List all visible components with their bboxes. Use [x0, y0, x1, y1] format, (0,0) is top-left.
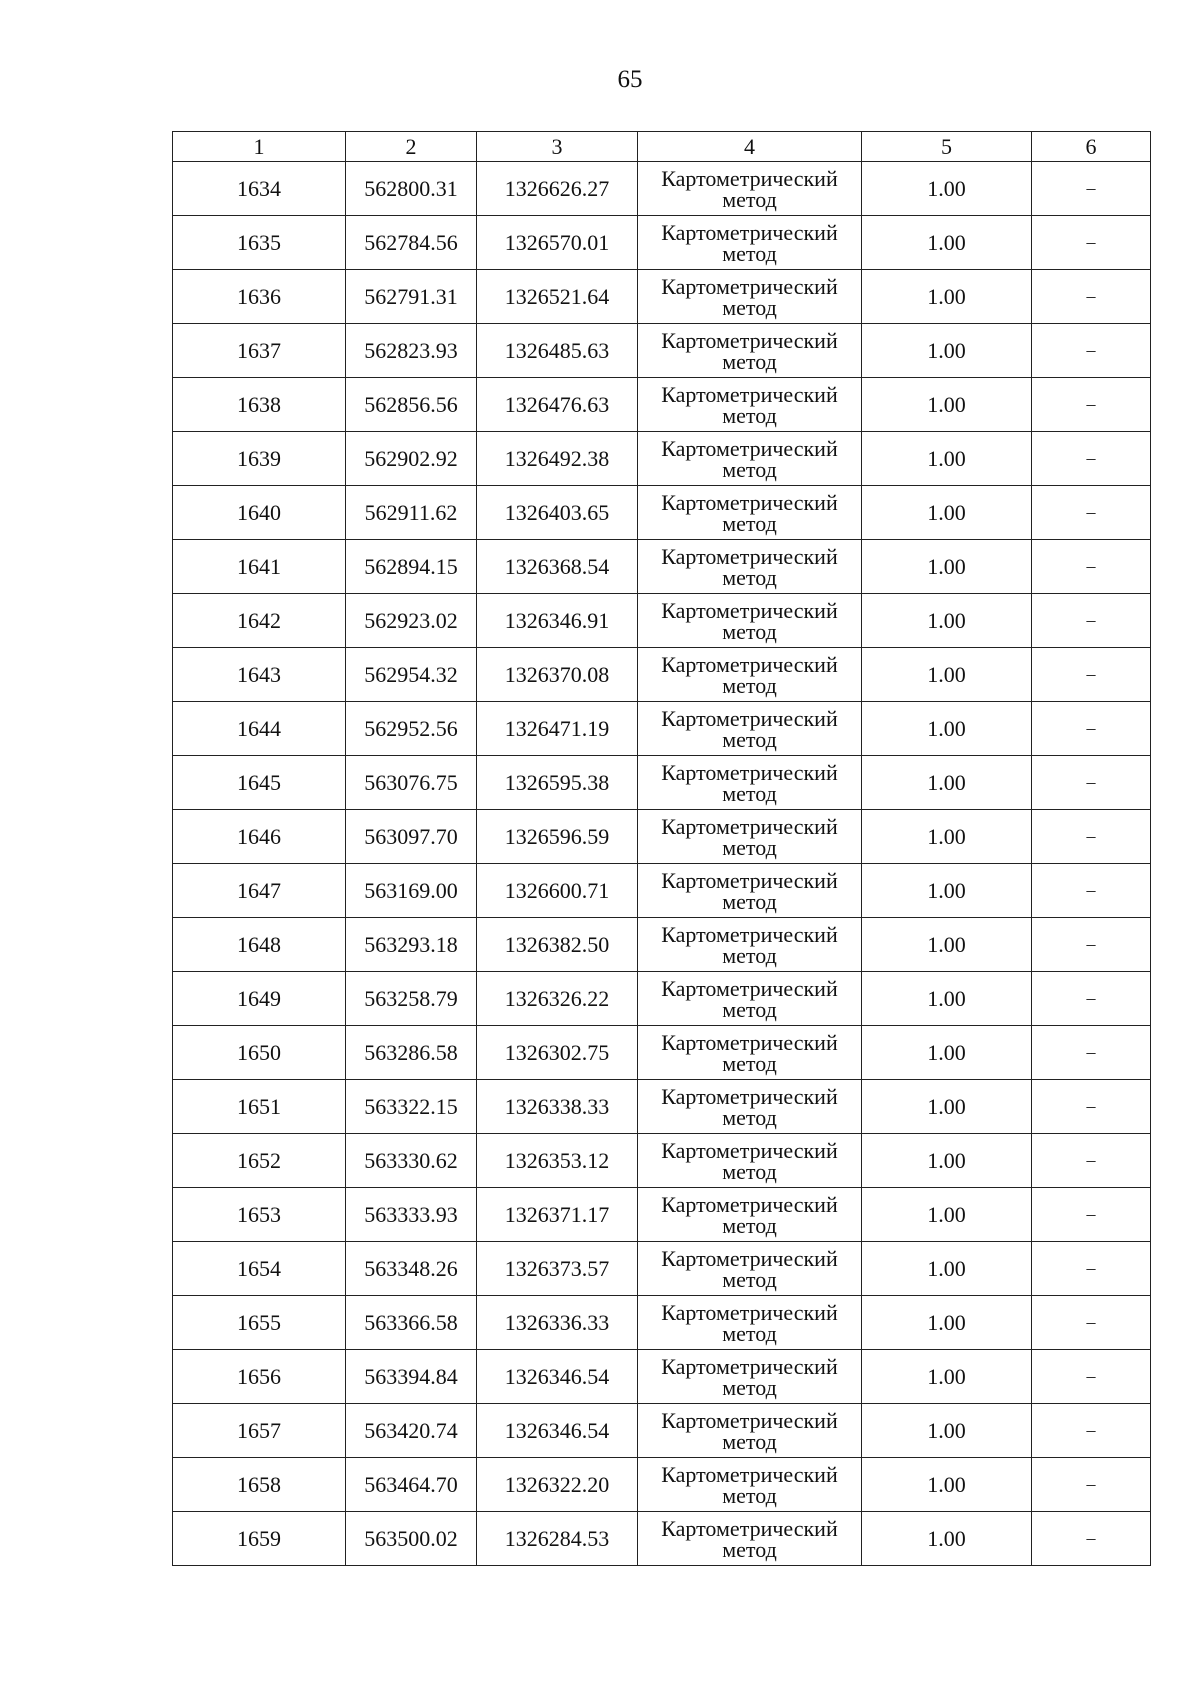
coordinate-y-cell: 1326382.50 [477, 918, 638, 972]
method-cell [638, 1080, 862, 1134]
method-cell [638, 594, 862, 648]
method-text-line2: метод [722, 672, 777, 698]
note-cell: – [1032, 216, 1151, 270]
table-row [173, 648, 1151, 702]
coordinate-x-cell: 562823.93 [346, 324, 477, 378]
coordinate-y-cell: 1326521.64 [477, 270, 638, 324]
precision-cell: 1.00 [862, 432, 1032, 486]
note-cell: – [1032, 1134, 1151, 1188]
method-cell [638, 1242, 862, 1296]
method-cell [638, 1134, 862, 1188]
coordinate-x-cell: 563464.70 [346, 1458, 477, 1512]
point-number-cell: 1639 [173, 432, 346, 486]
method-text-line2: метод [722, 510, 777, 536]
method-text-line1: Картометрический [661, 705, 838, 731]
coordinate-x-cell: 562952.56 [346, 702, 477, 756]
table-row [173, 810, 1151, 864]
coordinate-y-cell: 1326326.22 [477, 972, 638, 1026]
coordinate-x-cell: 562923.02 [346, 594, 477, 648]
method-cell [638, 648, 862, 702]
method-cell [638, 432, 862, 486]
coordinate-x-cell: 563286.58 [346, 1026, 477, 1080]
method-text-line1: Картометрический [661, 921, 838, 947]
coordinate-y-cell: 1326338.33 [477, 1080, 638, 1134]
coordinate-x-cell: 563322.15 [346, 1080, 477, 1134]
method-text-line2: метод [722, 1266, 777, 1292]
method-text-line1: Картометрический [661, 867, 838, 893]
table-row [173, 540, 1151, 594]
note-cell: – [1032, 864, 1151, 918]
table-row [173, 594, 1151, 648]
precision-cell: 1.00 [862, 1026, 1032, 1080]
method-text-line1: Картометрический [661, 327, 838, 353]
note-cell: – [1032, 270, 1151, 324]
method-cell [638, 486, 862, 540]
table-row [173, 918, 1151, 972]
point-number-cell: 1652 [173, 1134, 346, 1188]
method-text-line2: метод [722, 834, 777, 860]
method-text-line1: Картометрический [661, 1029, 838, 1055]
point-number-cell: 1634 [173, 162, 346, 216]
point-number-cell: 1640 [173, 486, 346, 540]
method-cell [638, 270, 862, 324]
method-cell [638, 1026, 862, 1080]
note-cell: – [1032, 594, 1151, 648]
method-text-line1: Картометрический [661, 1191, 838, 1217]
method-cell [638, 162, 862, 216]
method-cell [638, 756, 862, 810]
point-number-cell: 1648 [173, 918, 346, 972]
coordinate-y-cell: 1326302.75 [477, 1026, 638, 1080]
table-body [173, 162, 1151, 1566]
coordinate-x-cell: 563097.70 [346, 810, 477, 864]
method-text-line2: метод [722, 186, 777, 212]
method-cell [638, 1404, 862, 1458]
coordinate-x-cell: 563348.26 [346, 1242, 477, 1296]
method-text-line2: метод [722, 942, 777, 968]
method-cell [638, 864, 862, 918]
note-cell: – [1032, 972, 1151, 1026]
note-cell: – [1032, 918, 1151, 972]
point-number-cell: 1658 [173, 1458, 346, 1512]
method-cell [638, 1188, 862, 1242]
coordinate-x-cell: 563333.93 [346, 1188, 477, 1242]
table-row [173, 702, 1151, 756]
precision-cell: 1.00 [862, 594, 1032, 648]
header-row [173, 132, 1151, 162]
method-text-line1: Картометрический [661, 543, 838, 569]
point-number-cell: 1650 [173, 1026, 346, 1080]
method-cell [638, 1512, 862, 1566]
coordinate-y-cell: 1326370.08 [477, 648, 638, 702]
precision-cell: 1.00 [862, 162, 1032, 216]
table-row [173, 432, 1151, 486]
point-number-cell: 1637 [173, 324, 346, 378]
note-cell: – [1032, 648, 1151, 702]
method-text-line2: метод [722, 888, 777, 914]
precision-cell: 1.00 [862, 1134, 1032, 1188]
method-text-line2: метод [722, 564, 777, 590]
table-row [173, 1188, 1151, 1242]
note-cell: – [1032, 1296, 1151, 1350]
method-text-line2: метод [722, 240, 777, 266]
coordinate-x-cell: 563258.79 [346, 972, 477, 1026]
point-number-cell: 1654 [173, 1242, 346, 1296]
table-row [173, 1134, 1151, 1188]
method-text-line1: Картометрический [661, 759, 838, 785]
coordinate-x-cell: 563076.75 [346, 756, 477, 810]
table-row [173, 216, 1151, 270]
method-text-line1: Картометрический [661, 381, 838, 407]
method-cell [638, 918, 862, 972]
coordinate-y-cell: 1326368.54 [477, 540, 638, 594]
coordinate-y-cell: 1326600.71 [477, 864, 638, 918]
note-cell: – [1032, 324, 1151, 378]
table-row [173, 972, 1151, 1026]
coordinate-x-cell: 562856.56 [346, 378, 477, 432]
point-number-cell: 1646 [173, 810, 346, 864]
note-cell: – [1032, 432, 1151, 486]
table-row [173, 486, 1151, 540]
note-cell: – [1032, 486, 1151, 540]
method-text-line2: метод [722, 294, 777, 320]
coordinate-y-cell: 1326373.57 [477, 1242, 638, 1296]
method-cell [638, 702, 862, 756]
precision-cell: 1.00 [862, 648, 1032, 702]
method-text-line1: Картометрический [661, 1299, 838, 1325]
coordinate-y-cell: 1326353.12 [477, 1134, 638, 1188]
method-text-line2: метод [722, 996, 777, 1022]
point-number-cell: 1636 [173, 270, 346, 324]
method-text-line1: Картометрический [661, 489, 838, 515]
precision-cell: 1.00 [862, 1296, 1032, 1350]
method-text-line1: Картометрический [661, 1245, 838, 1271]
coordinate-y-cell: 1326336.33 [477, 1296, 638, 1350]
method-text-line2: метод [722, 402, 777, 428]
coordinate-y-cell: 1326570.01 [477, 216, 638, 270]
method-text-line2: метод [722, 1536, 777, 1562]
coordinate-x-cell: 563366.58 [346, 1296, 477, 1350]
coordinate-y-cell: 1326471.19 [477, 702, 638, 756]
method-text-line2: метод [722, 1104, 777, 1130]
column-header-3: 3 [477, 132, 638, 162]
table-row [173, 1242, 1151, 1296]
precision-cell: 1.00 [862, 1512, 1032, 1566]
method-text-line2: метод [722, 1212, 777, 1238]
note-cell: – [1032, 162, 1151, 216]
precision-cell: 1.00 [862, 918, 1032, 972]
precision-cell: 1.00 [862, 864, 1032, 918]
column-header-6: 6 [1032, 132, 1151, 162]
method-text-line1: Картометрический [661, 1461, 838, 1487]
method-text-line1: Картометрический [661, 165, 838, 191]
page-number: 65 [617, 66, 643, 93]
column-header-5: 5 [862, 132, 1032, 162]
coordinate-x-cell: 562894.15 [346, 540, 477, 594]
coordinates-table [172, 131, 1151, 1566]
method-text-line2: метод [722, 618, 777, 644]
coordinate-y-cell: 1326346.54 [477, 1404, 638, 1458]
note-cell: – [1032, 1404, 1151, 1458]
precision-cell: 1.00 [862, 270, 1032, 324]
precision-cell: 1.00 [862, 702, 1032, 756]
precision-cell: 1.00 [862, 1188, 1032, 1242]
coordinate-x-cell: 562954.32 [346, 648, 477, 702]
coordinate-x-cell: 562800.31 [346, 162, 477, 216]
precision-cell: 1.00 [862, 1458, 1032, 1512]
method-text-line1: Картометрический [661, 1407, 838, 1433]
point-number-cell: 1656 [173, 1350, 346, 1404]
method-text-line1: Картометрический [661, 435, 838, 461]
method-cell [638, 324, 862, 378]
table-row [173, 1296, 1151, 1350]
table-row [173, 1458, 1151, 1512]
table-row [173, 1080, 1151, 1134]
method-text-line1: Картометрический [661, 1137, 838, 1163]
coordinate-y-cell: 1326371.17 [477, 1188, 638, 1242]
precision-cell: 1.00 [862, 810, 1032, 864]
point-number-cell: 1657 [173, 1404, 346, 1458]
method-cell [638, 1296, 862, 1350]
precision-cell: 1.00 [862, 216, 1032, 270]
point-number-cell: 1659 [173, 1512, 346, 1566]
note-cell: – [1032, 1458, 1151, 1512]
table-row [173, 864, 1151, 918]
table-row [173, 378, 1151, 432]
note-cell: – [1032, 702, 1151, 756]
point-number-cell: 1647 [173, 864, 346, 918]
precision-cell: 1.00 [862, 756, 1032, 810]
table-row [173, 162, 1151, 216]
method-text-line1: Картометрический [661, 1083, 838, 1109]
coordinate-x-cell: 563394.84 [346, 1350, 477, 1404]
coordinate-y-cell: 1326476.63 [477, 378, 638, 432]
point-number-cell: 1635 [173, 216, 346, 270]
point-number-cell: 1655 [173, 1296, 346, 1350]
method-text-line1: Картометрический [661, 1353, 838, 1379]
note-cell: – [1032, 540, 1151, 594]
method-text-line1: Картометрический [661, 1515, 838, 1541]
note-cell: – [1032, 1026, 1151, 1080]
method-text-line2: метод [722, 1428, 777, 1454]
method-text-line2: метод [722, 1158, 777, 1184]
coordinate-x-cell: 563500.02 [346, 1512, 477, 1566]
point-number-cell: 1641 [173, 540, 346, 594]
method-text-line1: Картометрический [661, 975, 838, 1001]
precision-cell: 1.00 [862, 1080, 1032, 1134]
method-text-line2: метод [722, 1374, 777, 1400]
method-text-line2: метод [722, 1320, 777, 1346]
coordinate-x-cell: 563330.62 [346, 1134, 477, 1188]
coordinate-y-cell: 1326626.27 [477, 162, 638, 216]
coordinate-x-cell: 563293.18 [346, 918, 477, 972]
method-cell [638, 540, 862, 594]
precision-cell: 1.00 [862, 1404, 1032, 1458]
coordinate-x-cell: 562911.62 [346, 486, 477, 540]
method-text-line1: Картометрический [661, 651, 838, 677]
point-number-cell: 1651 [173, 1080, 346, 1134]
note-cell: – [1032, 1350, 1151, 1404]
coordinate-x-cell: 563169.00 [346, 864, 477, 918]
method-cell [638, 1458, 862, 1512]
point-number-cell: 1649 [173, 972, 346, 1026]
point-number-cell: 1653 [173, 1188, 346, 1242]
coordinate-y-cell: 1326492.38 [477, 432, 638, 486]
table-row [173, 1404, 1151, 1458]
method-cell [638, 810, 862, 864]
note-cell: – [1032, 1512, 1151, 1566]
coordinate-x-cell: 562784.56 [346, 216, 477, 270]
precision-cell: 1.00 [862, 1350, 1032, 1404]
precision-cell: 1.00 [862, 486, 1032, 540]
coordinate-y-cell: 1326322.20 [477, 1458, 638, 1512]
point-number-cell: 1644 [173, 702, 346, 756]
precision-cell: 1.00 [862, 1242, 1032, 1296]
coordinate-x-cell: 562902.92 [346, 432, 477, 486]
precision-cell: 1.00 [862, 324, 1032, 378]
note-cell: – [1032, 1080, 1151, 1134]
method-cell [638, 1350, 862, 1404]
table-row [173, 1026, 1151, 1080]
note-cell: – [1032, 1188, 1151, 1242]
method-cell [638, 972, 862, 1026]
precision-cell: 1.00 [862, 972, 1032, 1026]
note-cell: – [1032, 1242, 1151, 1296]
precision-cell: 1.00 [862, 378, 1032, 432]
method-text-line2: метод [722, 348, 777, 374]
note-cell: – [1032, 378, 1151, 432]
column-header-4: 4 [638, 132, 862, 162]
coordinate-y-cell: 1326346.91 [477, 594, 638, 648]
precision-cell: 1.00 [862, 540, 1032, 594]
method-text-line2: метод [722, 1050, 777, 1076]
coordinate-y-cell: 1326485.63 [477, 324, 638, 378]
column-header-2: 2 [346, 132, 477, 162]
note-cell: – [1032, 810, 1151, 864]
column-header-1: 1 [173, 132, 346, 162]
method-text-line1: Картометрический [661, 813, 838, 839]
coordinate-y-cell: 1326595.38 [477, 756, 638, 810]
method-text-line2: метод [722, 726, 777, 752]
coordinate-x-cell: 562791.31 [346, 270, 477, 324]
coordinate-y-cell: 1326403.65 [477, 486, 638, 540]
point-number-cell: 1645 [173, 756, 346, 810]
method-text-line1: Картометрический [661, 597, 838, 623]
point-number-cell: 1643 [173, 648, 346, 702]
method-text-line2: метод [722, 456, 777, 482]
method-cell [638, 378, 862, 432]
coordinate-x-cell: 563420.74 [346, 1404, 477, 1458]
method-text-line1: Картометрический [661, 273, 838, 299]
method-cell [638, 216, 862, 270]
method-text-line2: метод [722, 780, 777, 806]
point-number-cell: 1638 [173, 378, 346, 432]
point-number-cell: 1642 [173, 594, 346, 648]
coordinate-y-cell: 1326346.54 [477, 1350, 638, 1404]
table-row [173, 270, 1151, 324]
note-cell: – [1032, 756, 1151, 810]
table-row [173, 1512, 1151, 1566]
coordinate-y-cell: 1326284.53 [477, 1512, 638, 1566]
method-text-line1: Картометрический [661, 219, 838, 245]
method-text-line2: метод [722, 1482, 777, 1508]
coordinate-y-cell: 1326596.59 [477, 810, 638, 864]
table-row [173, 1350, 1151, 1404]
table-row [173, 324, 1151, 378]
table-row [173, 756, 1151, 810]
